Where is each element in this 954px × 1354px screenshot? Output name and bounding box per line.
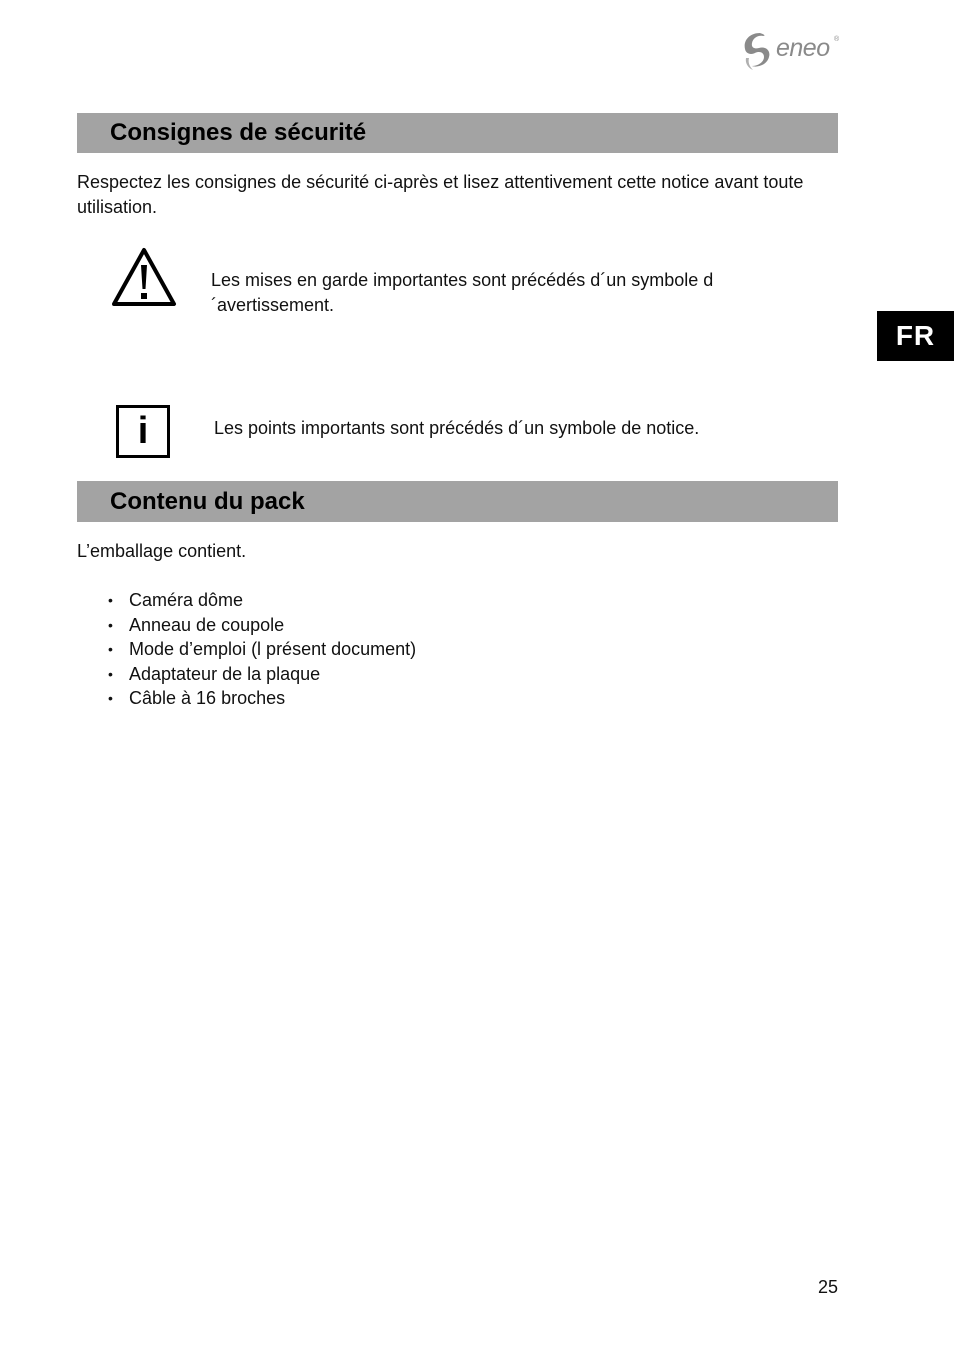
safety-intro: Respectez les consignes de sécurité ci-après et lisez attentivement cette notice avant toute utilisation.	[77, 172, 804, 217]
eneo-swirl-icon	[740, 30, 774, 72]
list-item: • Câble à 16 broches	[106, 686, 416, 711]
page-number: 25	[817, 1277, 838, 1297]
logo-wordmark: eneo	[776, 34, 830, 62]
eneo-logo	[740, 30, 840, 72]
list-item: • Anneau de coupole	[106, 613, 416, 638]
warning-note: Les mises en garde importantes sont précédés d´un symbole d´avertissement.	[211, 270, 714, 315]
contents-list	[106, 588, 416, 711]
list-item: • Caméra dôme	[106, 588, 416, 613]
info-icon: i	[116, 405, 170, 458]
list-item: • Mode d’emploi (l présent document)	[106, 637, 416, 662]
contents-intro: L’emballage contient.	[77, 541, 247, 561]
contents-section-title: Contenu du pack	[77, 481, 838, 522]
list-item: • Adaptateur de la plaque	[106, 662, 416, 687]
info-note: Les points importants sont précédés d´un symbole de notice.	[214, 418, 700, 438]
safety-section-title: Consignes de sécurité	[77, 113, 838, 153]
registered-mark: ®	[834, 36, 840, 43]
warning-triangle-icon	[110, 246, 178, 313]
language-tab: FR	[877, 311, 954, 361]
